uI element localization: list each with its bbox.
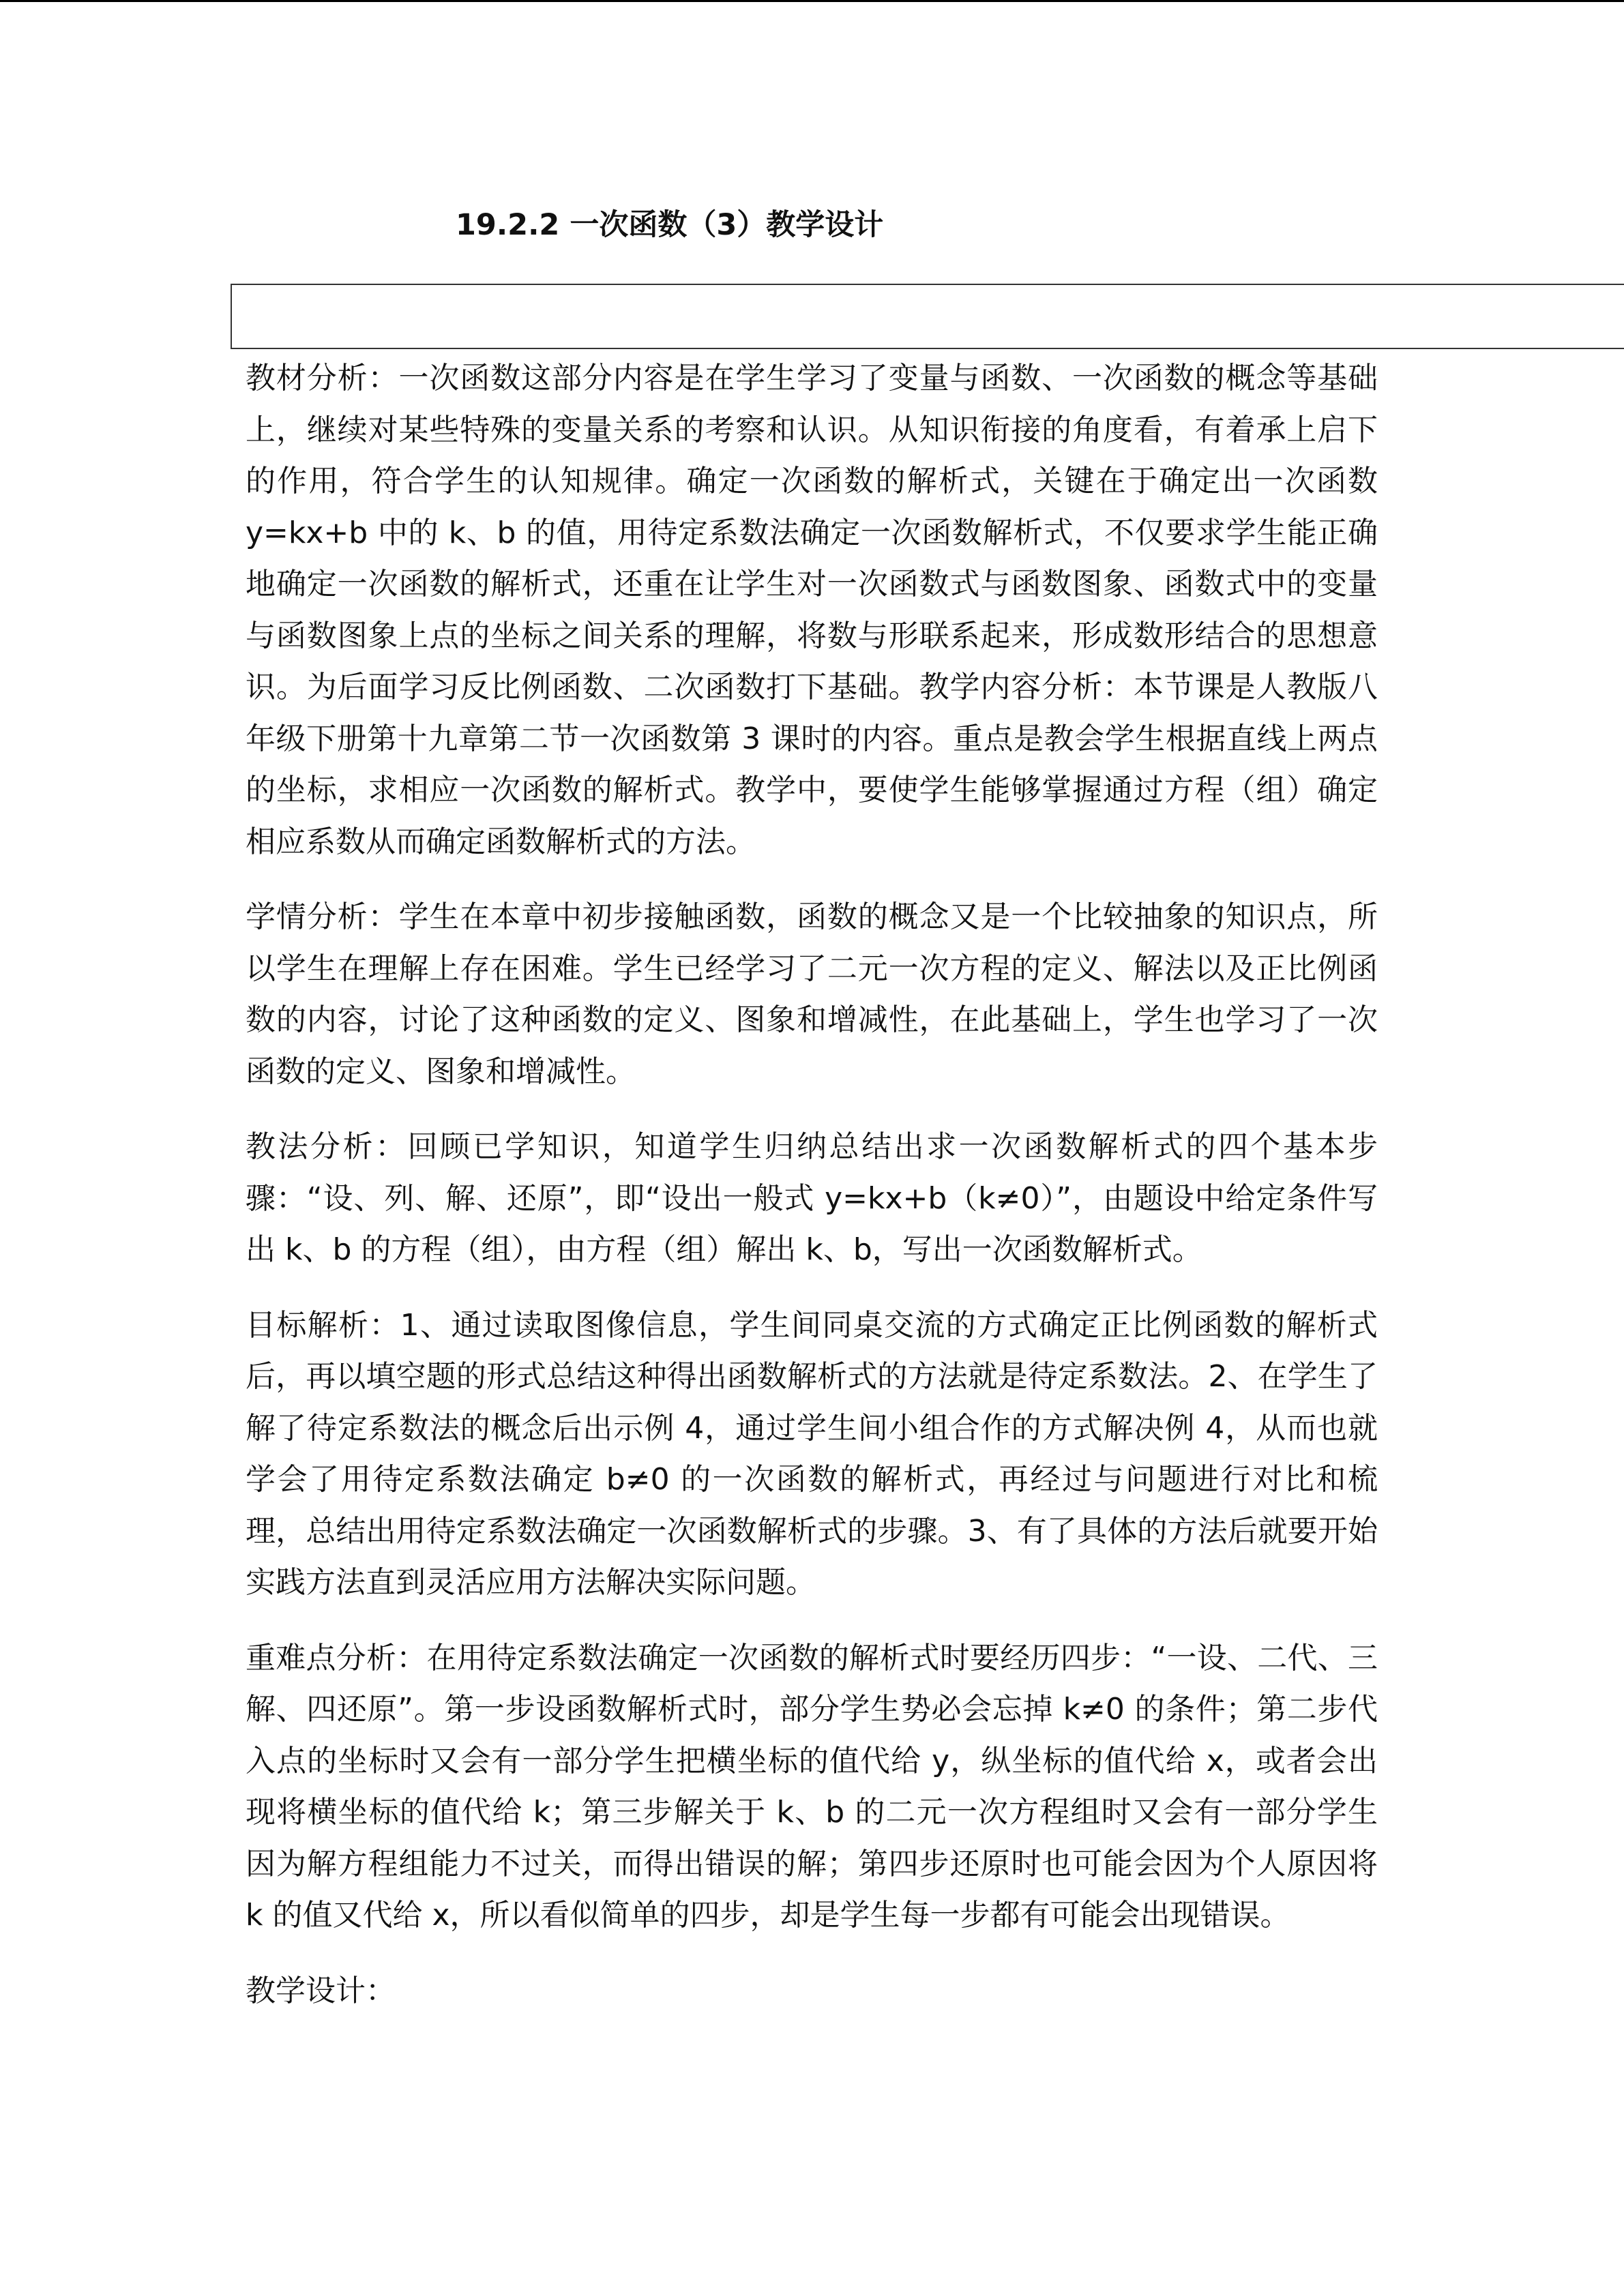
section-label: 教材分析： <box>246 361 399 396</box>
page-top-border <box>0 0 1624 2</box>
section-key-difficulty <box>246 1632 1378 1941</box>
section-text: 回顾已学知识，知道学生归纳总结出求一次函数解析式的四个基本步骤：“设、列、解、还原”，即“设出一般式 y=kx+b（k≠0）”，由题设中给定条件写出 k、b 的方程（组），由方程（组）解出 k、b，写出一次函数解析式。 <box>246 1129 1378 1267</box>
section-text: 一次函数这部分内容是在学生学习了变量与函数、一次函数的概念等基础上，继续对某些特殊的变量关系的考察和认识。从知识衔接的角度看，有着承上启下的作用，符合学生的认知规律。确定一次函数的解析式，关键在于确定出一次函数 y=kx+b 中的 k、b 的值，用待定系数法确定一次函数解析式，不仅要求学生能正确地确定一次函数的解析式，还重在让学生对一次函数式与函数图象、函数式中的变量与函数图象上点的坐标之间关系的理解，将数与形联系起来，形成数形结合的思想意识。为后面学习反比例函数、二次函数打下基础。教学内容分析：本节课是人教版八年级下册第十九章第二节一次函数第 3 课时的内容。重点是教会学生根据直线上两点的坐标，求相应一次函数的解析式。教学中，要使学生能够掌握通过方程（组）确定相应系数从而确定函数解析式的方法。 <box>246 361 1378 859</box>
section-teaching-design <box>246 1965 1378 2017</box>
section-text: 1、通过读取图像信息，学生间同桌交流的方式确定正比例函数的解析式后，再以填空题的形式总结这种得出函数解析式的方法就是待定系数法。2、在学生了解了待定系数法的概念后出示例 4，通过学生间小组合作的方式解决例 4，从而也就学会了用待定系数法确定 b≠0 的一次函数的解析式，再经过与问题进行对比和梳理，总结出用待定系数法确定一次函数解析式的步骤。3、有了具体的方法后就要开始实践方法直到灵活应用方法解决实际问题。 <box>246 1307 1378 1600</box>
section-label: 重难点分析： <box>246 1640 427 1675</box>
section-label: 目标解析： <box>246 1307 400 1343</box>
section-learner-analysis <box>246 891 1378 1097</box>
document-title: 19.2.2 一次函数（3）教学设计 <box>456 208 884 242</box>
section-text: 学生在本章中初步接触函数，函数的概念又是一个比较抽象的知识点，所以学生在理解上存在困难。学生已经学习了二元一次方程的定义、解法以及正比例函数的内容，讨论了这种函数的定义、图象和增减性，在此基础上，学生也学习了一次函数的定义、图象和增减性。 <box>246 899 1378 1089</box>
document-body <box>246 353 1378 2040</box>
section-text: 在用待定系数法确定一次函数的解析式时要经历四步：“一设、二代、三解、四还原”。第一步设函数解析式时，部分学生势必会忘掉 k≠0 的条件；第二步代入点的坐标时又会有一部分学生把横坐标的值代给 y，纵坐标的值代给 x，或者会出现将横坐标的值代给 k；第三步解关于 k、b 的二元一次方程组时又会有一部分学生因为解方程组能力不过关，而得出错误的解；第四步还原时也可能会因为个人原因将 k 的值又代给 x，所以看似简单的四步，却是学生每一步都有可能会出现错误。 <box>246 1640 1378 1933</box>
section-goal-analysis <box>246 1300 1378 1609</box>
section-teaching-method <box>246 1121 1378 1276</box>
section-label: 教法分析： <box>246 1129 408 1164</box>
empty-header-box <box>231 284 1624 349</box>
section-textbook-analysis <box>246 353 1378 867</box>
section-label: 学情分析： <box>246 899 399 934</box>
section-label: 教学设计： <box>246 1973 396 2008</box>
